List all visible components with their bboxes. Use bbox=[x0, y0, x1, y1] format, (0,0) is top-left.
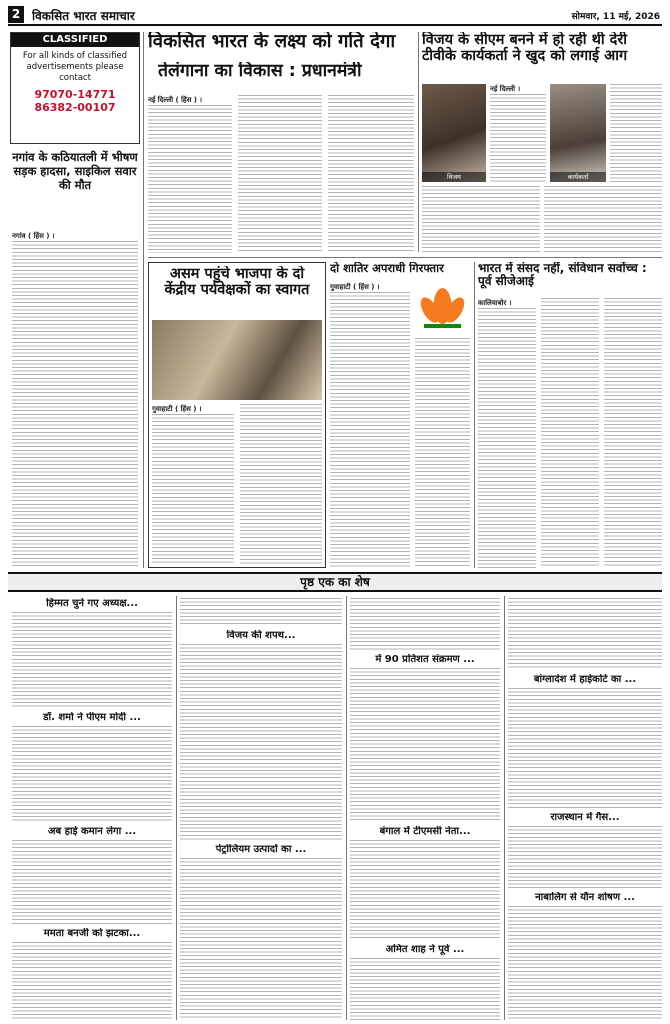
cont-bangladesh-heading: बांग्लादेश में हाईकोर्ट का ... bbox=[533, 674, 637, 685]
cont-modi-heading: डॉ. शर्मा ने पीएम मोदी ... bbox=[43, 712, 141, 723]
arrest-story-column-2 bbox=[415, 338, 470, 568]
assam-story-column-2 bbox=[240, 404, 322, 564]
cont-pratishat-heading: में 90 प्रतिशत संक्रमण ... bbox=[375, 654, 475, 665]
classified-body: For all kinds of classified advertisements please contact bbox=[22, 51, 128, 84]
cont-amit-shah-heading: अमित शाह ने पूर्व ... bbox=[385, 944, 465, 955]
column-divider bbox=[346, 596, 347, 1020]
cont-himmat-body bbox=[12, 612, 172, 708]
vijay-story-headline: विजय के सीएम बनने में हो रही थी देरी टीवीके कार्यकर्ता ने खुद को लगाई आग bbox=[422, 32, 628, 65]
sanvidhan-story-column-3 bbox=[604, 298, 662, 568]
top-story-column-1 bbox=[148, 105, 232, 253]
sanvidhan-story-headline: भारत में संसद नहीं, संविधान सर्वोच्च : पूर्व सीजेआई bbox=[478, 262, 647, 289]
cont-col3-lead bbox=[350, 598, 500, 650]
top-story-column-3 bbox=[328, 95, 414, 253]
top-story-column-2 bbox=[238, 95, 322, 253]
cont-petroleum-heading: पेट्रोलियम उत्पादों का ... bbox=[215, 844, 307, 855]
vijay-story-text-bottom-2 bbox=[544, 186, 662, 252]
vijay-story-text-right bbox=[610, 84, 662, 182]
cont-vijay-shapath-body bbox=[180, 644, 342, 840]
assam-story-dateline: गुवाहाटी ( हिंस ) । bbox=[152, 405, 202, 413]
cont-bengal-body bbox=[350, 840, 500, 940]
cont-mamata-body bbox=[12, 942, 172, 1020]
left-story-dateline: नगांव ( हिंस ) । bbox=[12, 232, 55, 240]
cont-himmat-heading: हिम्मत चुने गए अध्यक्ष... bbox=[46, 598, 138, 609]
cont-petroleum-body bbox=[180, 858, 342, 1020]
worker-photo bbox=[550, 84, 606, 182]
cont-bengal-heading: बंगाल में टीएमसी नेता... bbox=[379, 826, 471, 837]
cont-mamata-heading: ममता बनर्जी को झटका... bbox=[43, 928, 141, 939]
cont-vijay-shapath-heading: विजय की शपथ... bbox=[226, 630, 296, 641]
classified-box bbox=[10, 32, 140, 144]
vijay-story-dateline: नई दिल्ली । bbox=[490, 85, 521, 93]
column-divider bbox=[418, 32, 419, 252]
column-divider bbox=[474, 262, 475, 568]
cont-col4-lead bbox=[508, 598, 662, 670]
masthead-title: विकसित भारत समाचार bbox=[32, 9, 135, 23]
vijay-story-text-middle bbox=[490, 94, 546, 182]
cont-col2-lead bbox=[180, 598, 342, 626]
top-story-headline-line2: तेलंगाना का विकास : प्रधानमंत्री bbox=[158, 62, 362, 81]
arrest-story-dateline: गुवाहाटी ( हिंस ) । bbox=[330, 283, 380, 291]
header-date: सोमवार, 11 मई, 2026 bbox=[571, 12, 660, 22]
assam-story-photo bbox=[152, 320, 322, 400]
cont-modi-body bbox=[12, 726, 172, 822]
lotus-icon bbox=[415, 282, 470, 334]
cont-rajasthan-heading: राजस्थान में गैस... bbox=[550, 812, 620, 823]
continuation-banner bbox=[8, 572, 662, 592]
cont-pratishat-body bbox=[350, 668, 500, 822]
cont-nabalig-body bbox=[508, 906, 662, 1020]
vijay-story-text-bottom-1 bbox=[422, 186, 540, 252]
cont-urja-heading: अब हाई कमान लेगा ... bbox=[47, 826, 137, 837]
classified-phone-2: 86382-00107 bbox=[34, 101, 116, 115]
cont-rajasthan-body bbox=[508, 826, 662, 888]
vijay-photo-caption: विजय bbox=[422, 172, 486, 182]
sanvidhan-story-column-2 bbox=[541, 298, 599, 568]
page-header bbox=[8, 4, 662, 26]
cont-bangladesh-body bbox=[508, 688, 662, 808]
cont-urja-body bbox=[12, 840, 172, 924]
sanvidhan-story-dateline: कालियाबोर । bbox=[478, 299, 512, 307]
top-story-headline-line1: विकसित भारत के लक्ष्य को गति देगा bbox=[148, 32, 396, 52]
classified-title: CLASSIFIED bbox=[11, 33, 139, 47]
section-divider bbox=[148, 257, 662, 258]
party-logo bbox=[415, 282, 470, 334]
column-divider bbox=[143, 32, 144, 568]
column-divider bbox=[504, 596, 505, 1020]
left-story-headline: नगांव के कठियातली में भीषण सड़क हादसा, साइकिल सवार की मौत bbox=[12, 150, 138, 193]
worker-photo-caption: कार्यकर्ता bbox=[550, 172, 606, 182]
vijay-photo bbox=[422, 84, 486, 182]
cont-nabalig-heading: नाबालिग से यौन शोषण ... bbox=[535, 892, 635, 903]
assam-story-headline: असम पहुंचे भाजपा के दो केंद्रीय पर्यवेक्षकों का स्वागत bbox=[164, 266, 310, 299]
column-divider bbox=[176, 596, 177, 1020]
cont-amit-shah-body bbox=[350, 958, 500, 1020]
sanvidhan-story-column-1 bbox=[478, 308, 536, 568]
top-story-dateline: नई दिल्ली ( हिंस ) । bbox=[148, 96, 203, 104]
left-story-body bbox=[12, 241, 138, 568]
arrest-story-column-1 bbox=[330, 292, 410, 568]
page-number-badge: 2 bbox=[8, 6, 24, 23]
assam-story-column-1 bbox=[152, 414, 234, 564]
continuation-banner-title: पृष्ठ एक का शेष bbox=[300, 575, 370, 589]
arrest-story-headline: दो शातिर अपराधी गिरफ्तार bbox=[330, 262, 444, 275]
classified-phone-1: 97070-14771 bbox=[34, 88, 116, 102]
